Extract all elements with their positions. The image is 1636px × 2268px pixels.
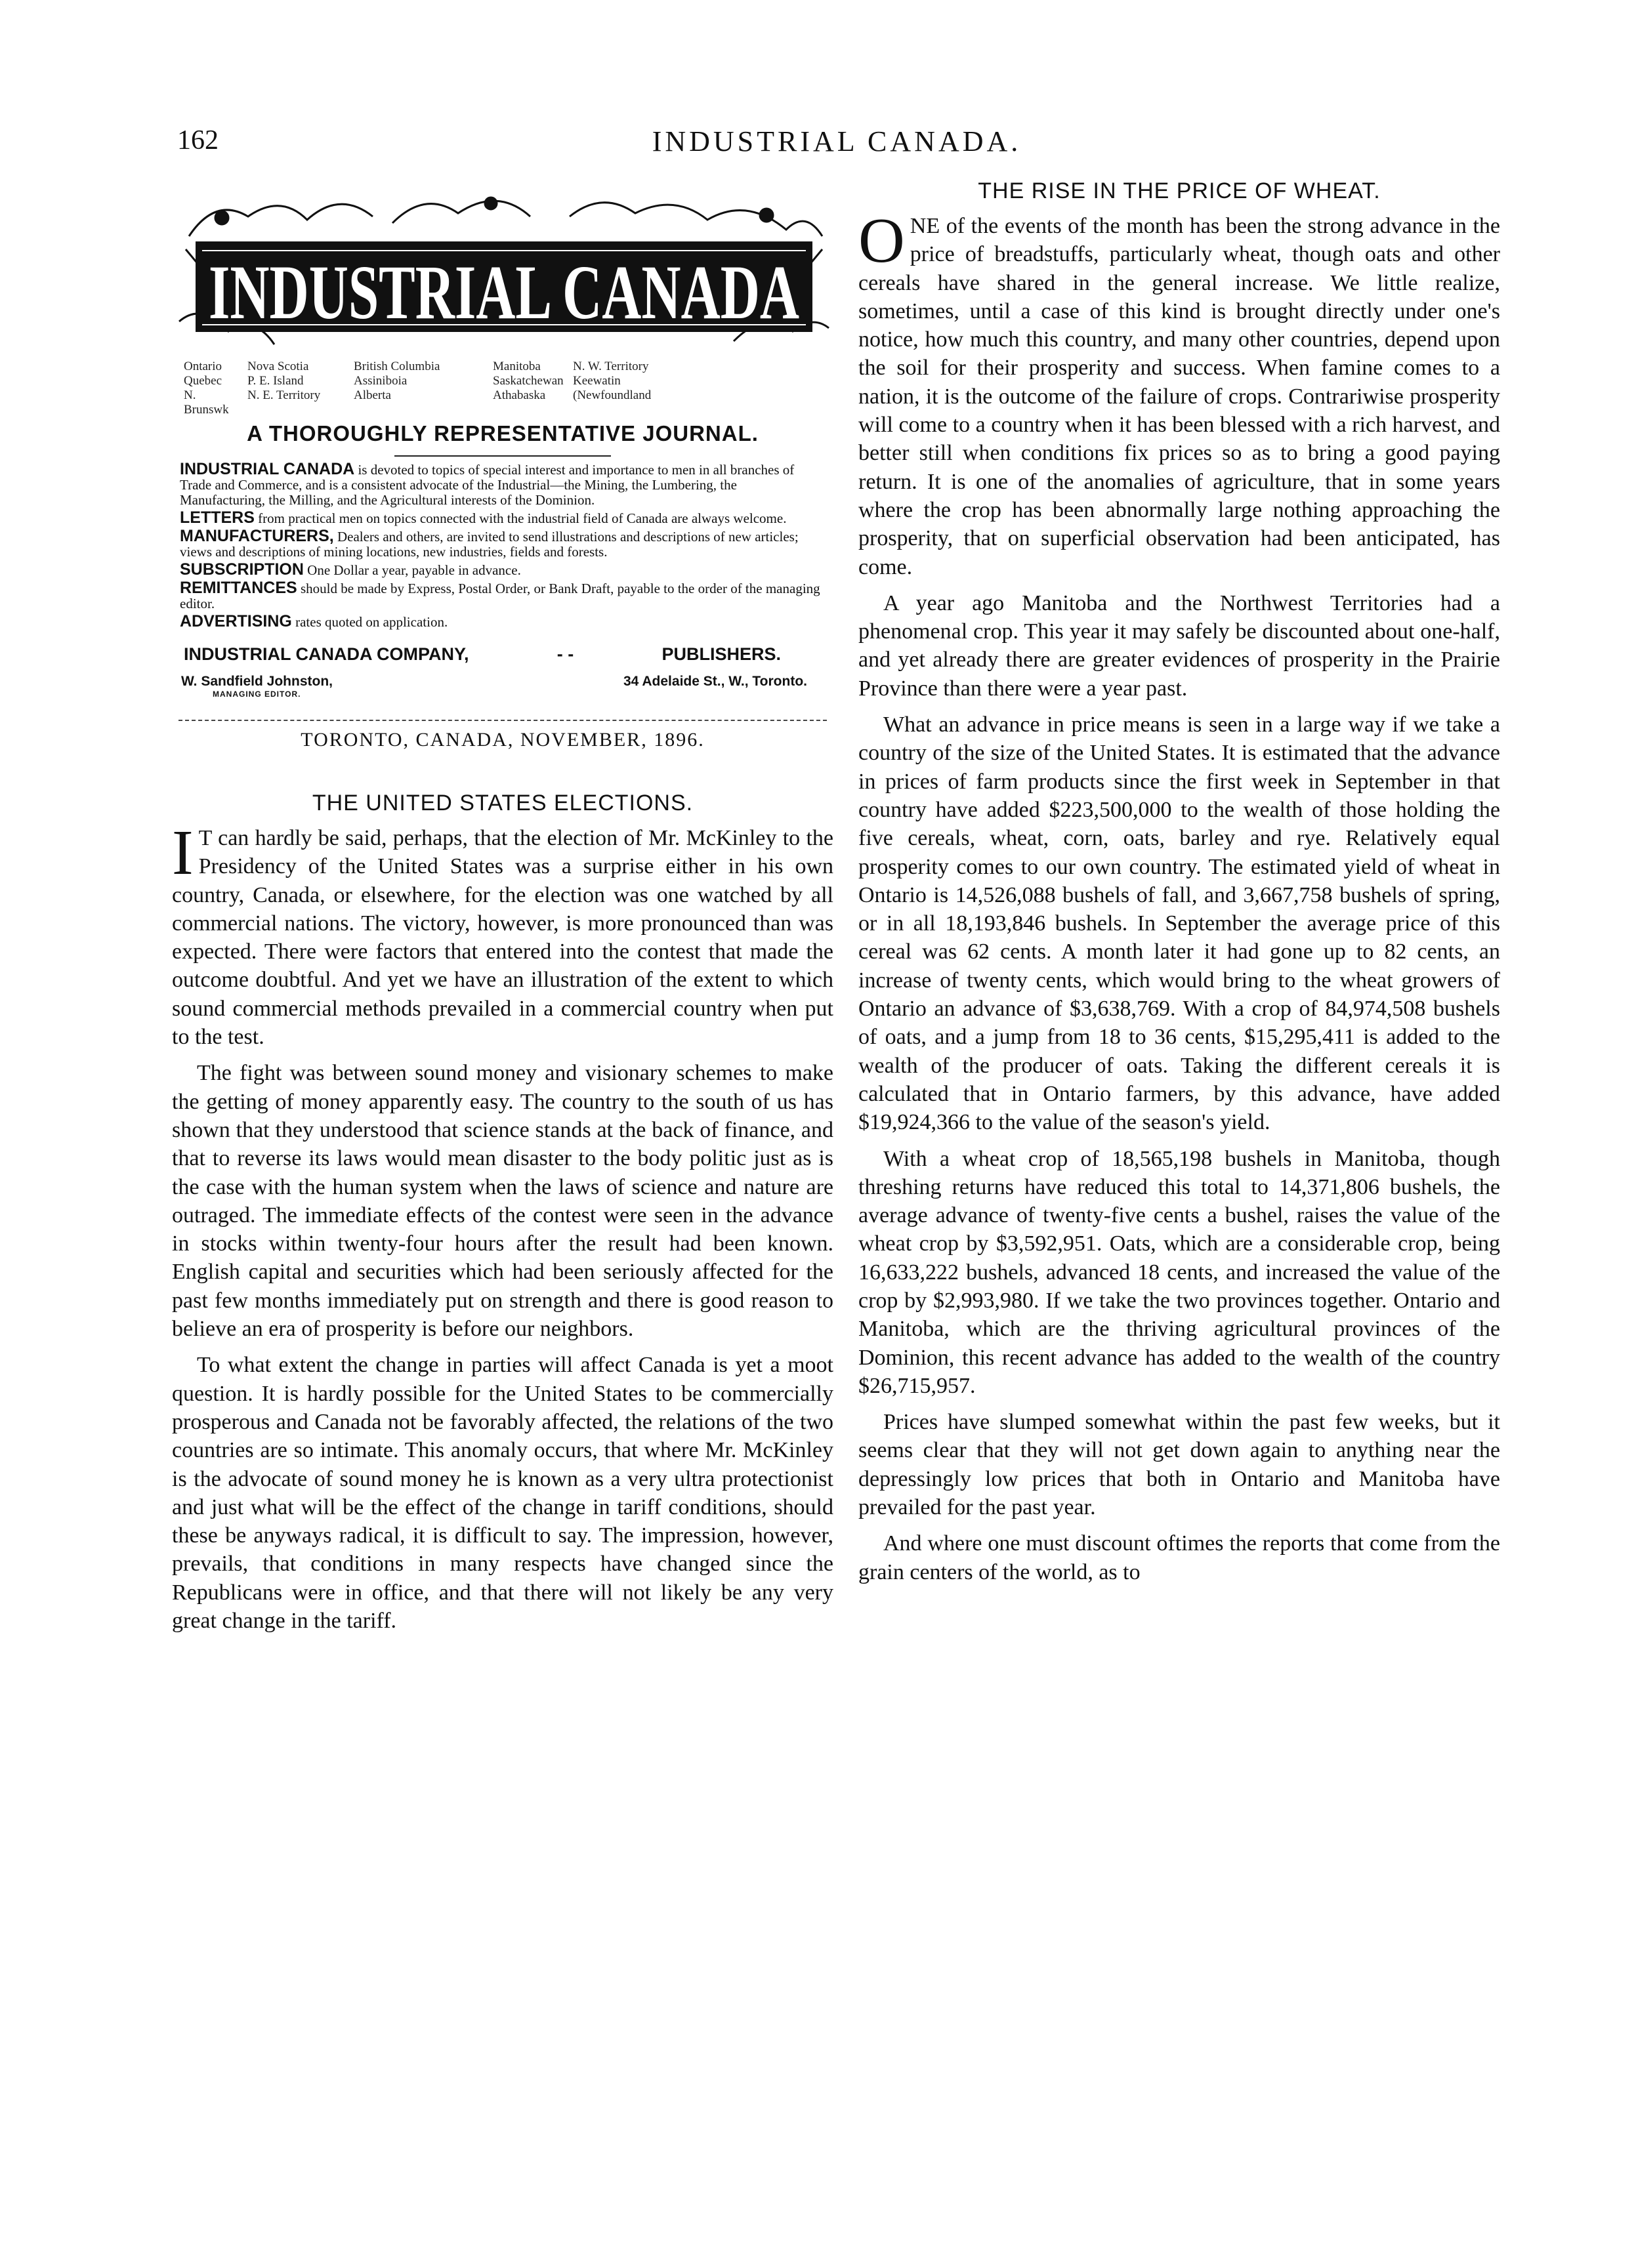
divider bbox=[394, 455, 611, 457]
page-header bbox=[177, 125, 1496, 164]
province: British Columbia bbox=[354, 360, 440, 373]
publisher-address: 34 Adelaide St., W., Toronto. bbox=[623, 674, 807, 689]
province: (Newfoundland bbox=[573, 388, 652, 402]
right-column bbox=[858, 178, 1500, 1586]
article-paragraph: I T can hardly be said, perhaps, that the election of Mr. McKinley to the Presidency of the United States was a surprise either in his own country, Canada, or elsewhere, for the election was one watched by all commercial nations. The victory, however, is more pronounced than was expected. There were factors that entered into the contest that made the outcome doubtful. And yet we have an illustration of the extent to which sound commercial methods prevailed in a commercial country when put to the test. bbox=[172, 817, 833, 1050]
province: Saskatchewan bbox=[493, 374, 564, 388]
editor-name: W. Sandfield Johnston, bbox=[181, 674, 333, 689]
article-headline: THE RISE IN THE PRICE OF WHEAT. bbox=[978, 178, 1381, 203]
left-column bbox=[172, 190, 833, 1635]
info-item bbox=[180, 529, 833, 560]
province: Alberta bbox=[354, 388, 391, 402]
article-paragraph: With a wheat crop of 18,565,198 bushels in Manitoba, though threshing returns have reduced this total to 14,371,806 bushels, the average advance of twenty-five cents a bushel, raises the value of the wheat crop by $3,592,951. Oats, which are a considerable crop, being 16,633,222 bushels, advanced 18 cents, and increased the value of the crop by $2,993,980. If we take the two provinces together. Ontario and Manitoba, which are the thriving agricultural provinces of the Dominion, this recent advance has added to the wealth of the country $26,715,957. bbox=[858, 1146, 1500, 1398]
running-title: INDUSTRIAL CANADA. bbox=[652, 125, 1022, 157]
info-label: SUBSCRIPTION bbox=[180, 560, 304, 579]
info-text: should be made by Express, Postal Order, or Bank Draft, payable to the order of the managing editor. bbox=[180, 581, 820, 611]
province: Manitoba bbox=[493, 360, 541, 373]
article-headline: THE UNITED STATES ELECTIONS. bbox=[312, 791, 694, 815]
province: Assiniboia bbox=[354, 374, 408, 388]
article-paragraph: The fight was between sound money and visionary schemes to make the getting of money apparently easy. The country to the south of us has shown that they understood that science stands at the back of finance, and that to reverse its laws would mean disaster to the body politic just as is the case with the human system when the laws of science and nature are outraged. The immediate effects of the contest were seen in the advance in stocks within twenty-four hours after the result had been known. English capital and securities which had been seriously affected for the past few months immediately put on strength and there is good reason to believe an era of prosperity is before our neighbors. bbox=[172, 1061, 833, 1342]
province: Athabaska bbox=[493, 388, 546, 402]
editor-line bbox=[181, 674, 807, 690]
editor-title: MANAGING EDITOR. bbox=[213, 690, 301, 699]
info-text: rates quoted on application. bbox=[291, 614, 448, 630]
info-item bbox=[180, 562, 833, 578]
info-item bbox=[180, 581, 833, 611]
dateline-rule bbox=[178, 720, 827, 721]
info-label: INDUSTRIAL CANADA bbox=[180, 460, 355, 478]
province: Ontario bbox=[184, 360, 222, 373]
province: Quebec bbox=[184, 374, 222, 388]
info-text: from practical men on topics connected with the industrial field of Canada are always welcome. bbox=[254, 510, 787, 526]
province-list bbox=[184, 360, 832, 417]
info-label: LETTERS bbox=[180, 508, 255, 527]
publisher-company: INDUSTRIAL CANADA COMPANY, bbox=[184, 644, 469, 664]
masthead-logo bbox=[176, 190, 832, 354]
article-wheat-price bbox=[858, 205, 1500, 1586]
article-paragraph: A year ago Manitoba and the Northwest Territories had a phenomenal crop. This year it may safely be discounted about one-half, and yet already there are greater evidences of prosperity in the Prairie Province than there were a year past. bbox=[858, 590, 1500, 701]
article-us-elections bbox=[172, 817, 833, 1635]
info-text: Dealers and others, are invited to send illustrations and descriptions of new articles; views and descriptions of mining locations, new industries, fields and forests. bbox=[180, 529, 799, 560]
dropcap: O bbox=[858, 205, 905, 276]
article-paragraph: ONE of the events of the month has been the strong advance in the price of breadstuffs, particularly wheat, though oats and other cereals have shared in the general increase. We little realize, sometimes, until a case of this kind is brought directly under one's notice, how much this country, and many other countries, depend upon the soil for their prosperity and success. When famine comes to a nation, it is the outcome of the failure of crops. Contrariwise prosperity will come to a country when it has been blessed with a rich harvest, and better still when conditions fix prices so as to bring a good paying return. It is one of the anomalies of agriculture, that in some years where the crop has been abnormally large nothing approaching the prosperity, that on superficial observation had been anticipated, has come. bbox=[858, 205, 1500, 579]
info-text: is devoted to topics of special interest and importance to men in all branches of Trade and Commerce, and is a consistent advocate of the Industrial—the Mining, the Lumbering, the Manufacturing, the Milling, and the Agricultural interests of the Dominion. bbox=[180, 462, 795, 508]
info-item bbox=[180, 462, 833, 508]
info-item bbox=[180, 510, 833, 526]
province: N. Brunswk bbox=[184, 388, 229, 417]
info-label: ADVERTISING bbox=[180, 612, 292, 630]
article-paragraph: What an advance in price means is seen in a large way if we take a country of the size of the United States. It is estimated that the advance in prices of farm products since the first week in September in that country have added $223,500,000 to the wealth of those holding the five cereals, wheat, corn, oats, barley and rye. Relatively equal prosperity comes to our own country. The estimated yield of wheat in Ontario is 14,526,088 bushels of fall, and 3,667,758 bushels of spring, or in all 18,193,846 bushels. In September the average price of this cereal was 62 cents. A month later it had gone up to 82 cents, an increase of twenty cents, which would bring to the wheat growers of Ontario an advance of $3,638,769. With a crop of 84,974,508 bushels of oats, and a jump from 18 to 36 cents, $15,295,411 is added to the wealth of the producer of oats. Taking the different cereals it is calculated that in Ontario farmers, by this advance, have added $19,924,366 to the value of the season's yield. bbox=[858, 712, 1500, 1135]
province: N. W. Territory bbox=[573, 360, 649, 373]
info-label: MANUFACTURERS, bbox=[180, 527, 334, 545]
publisher-line bbox=[184, 644, 781, 665]
publisher-dashes: - - bbox=[556, 644, 574, 664]
dropcap: I bbox=[172, 817, 194, 888]
province: P. E. Island bbox=[247, 374, 304, 388]
info-text: One Dollar a year, payable in advance. bbox=[303, 562, 521, 578]
info-item bbox=[180, 614, 833, 630]
province: Keewatin bbox=[573, 374, 621, 388]
province: Nova Scotia bbox=[247, 360, 309, 373]
page-number: 162 bbox=[177, 125, 219, 155]
info-label: REMITTANCES bbox=[180, 579, 297, 597]
masthead bbox=[176, 190, 832, 417]
logo-text: INDUSTRIAL CANADA bbox=[209, 249, 799, 335]
publisher-role: PUBLISHERS. bbox=[661, 644, 781, 664]
tagline: A THOROUGHLY REPRESENTATIVE JOURNAL. bbox=[247, 421, 759, 445]
article-paragraph: And where one must discount oftimes the reports that come from the grain centers of the world, as to bbox=[858, 1531, 1500, 1584]
dateline: TORONTO, CANADA, NOVEMBER, 1896. bbox=[301, 729, 705, 751]
province: N. E. Territory bbox=[247, 388, 321, 402]
article-paragraph: Prices have slumped somewhat within the past few weeks, but it seems clear that they will not get down again to anything near the depressingly low prices that both in Ontario and Manitoba have prevailed for the past year. bbox=[858, 1410, 1500, 1520]
article-paragraph: To what extent the change in parties will affect Canada is yet a moot question. It is hardly possible for the United States to be commercially prosperous and Canada not be favorably affected, the relations of the two countries are so intimate. This anomaly occurs, that where Mr. McKinley is the advocate of sound money he is known as a very ultra protectionist and just what will be the effect of the change in tariff conditions, should these be anyways radical, it is difficult to say. The impression, however, prevails, that conditions in many respects have changed since the Republicans were in office, and that there will not likely be any very great change in the tariff. bbox=[172, 1353, 833, 1634]
